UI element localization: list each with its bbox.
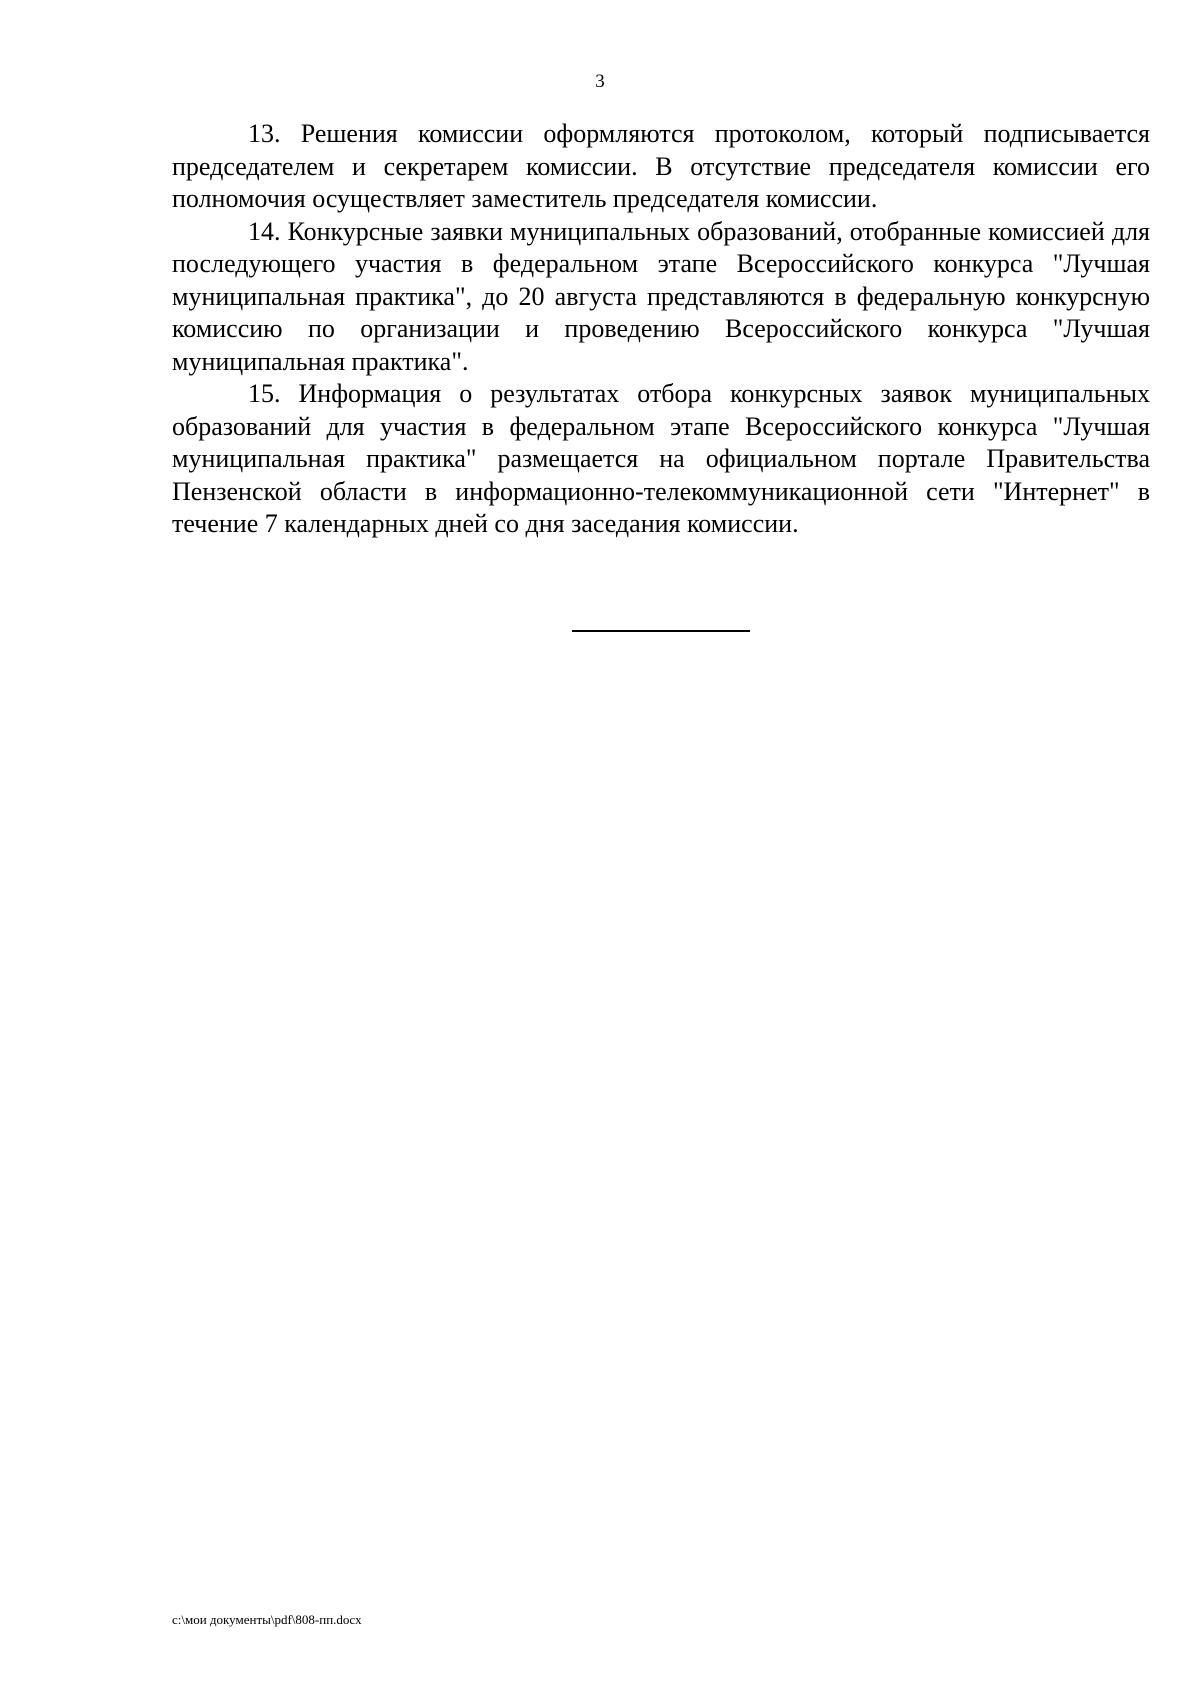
end-of-document-rule bbox=[572, 630, 750, 632]
footer-file-path: c:\мои документы\pdf\808-пп.docx bbox=[172, 1612, 362, 1627]
paragraph-13: 13. Решения комиссии оформляются протоколом, который подписывается председателем и секретарем комиссии. В отсутствие председателя комиссии его полномочия осуществляет заместитель председателя комиссии. bbox=[172, 119, 1150, 213]
paragraph-14: 14. Конкурсные заявки муниципальных образований, отобранные комиссией для последующего участия в федеральном этапе Всероссийского конкурса "Лучшая муниципальная практика", до 20 августа представляются в федеральную конкурсную комиссию по организации и проведению Всероссийского конкурса "Лучшая муниципальная практика". bbox=[172, 216, 1150, 376]
document-body bbox=[172, 118, 1150, 541]
page-number: 3 bbox=[595, 71, 605, 92]
paragraph-15: 15. Информация о результатах отбора конкурсных заявок муниципальных образований для участия в федеральном этапе Всероссийского конкурса "Лучшая муниципальная практика" размещается на официальном портале Правительства Пензенской области в информационно-телекоммуникационной сети "Интернет" в течение 7 календарных дней со дня заседания комиссии. bbox=[172, 379, 1150, 538]
